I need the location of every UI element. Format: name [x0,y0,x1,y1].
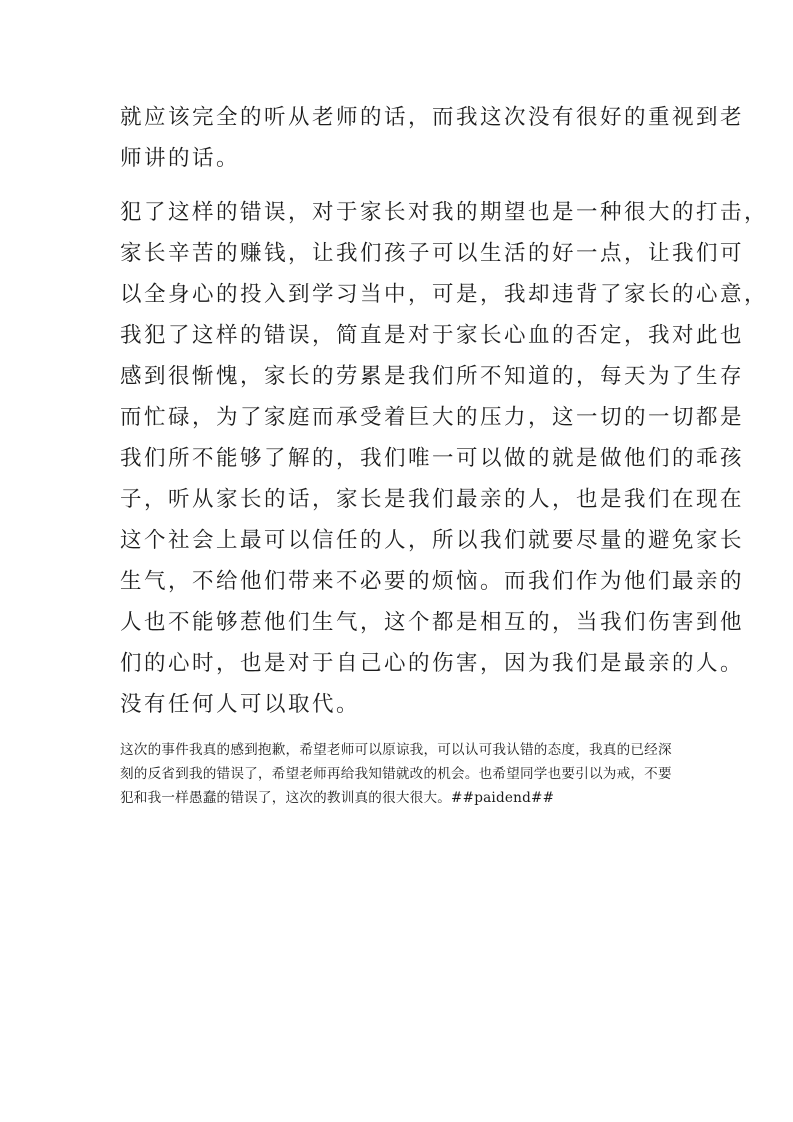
paragraph-2-line-7: 我们所不能够了解的，我们唯一可以做的就是做他们的乖孩 [120,446,745,471]
paragraph-2-line-8: 子，听从家长的话，家长是我们最亲的人，也是我们在现在 [120,487,745,512]
paragraph-3-line-1: 这次的事件我真的感到抱歉，希望老师可以原谅我，可以认可我认错的态度，我真的已经深 [120,742,672,758]
paragraph-1-line-2: 师讲的话。 [120,146,241,171]
paragraph-2-line-12: 们的心时，也是对于自己心的伤害，因为我们是最亲的人。 [120,651,745,676]
paragraph-1-line-1: 就应该完全的听从老师的话，而我这次没有很好的重视到老 [120,105,745,130]
paragraph-2-line-1: 犯了这样的错误，对于家长对我的期望也是一种很大的打击， [120,200,769,225]
paragraph-2-line-13: 没有任何人可以取代。 [120,692,361,717]
paragraph-2-line-6: 而忙碌，为了家庭而承受着巨大的压力，这一切的一切都是 [120,405,745,430]
paragraph-2-line-5: 感到很惭愧，家长的劳累是我们所不知道的，每天为了生存 [120,364,745,389]
paragraph-2-line-9: 这个社会上最可以信任的人，所以我们就要尽量的避免家长 [120,528,745,553]
paragraph-2-line-2: 家长辛苦的赚钱，让我们孩子可以生活的好一点，让我们可 [120,241,745,266]
paragraph-2-line-3: 以全身心的投入到学习当中，可是，我却违背了家长的心意， [120,282,769,307]
paragraph-2-line-10: 生气，不给他们带来不必要的烦恼。而我们作为他们最亲的 [120,569,745,594]
paragraph-3-line-2: 刻的反省到我的错误了，希望老师再给我知错就改的机会。也希望同学也要引以为戒，不要 [120,766,672,782]
paragraph-2-line-4: 我犯了这样的错误，简直是对于家长心血的否定，我对此也 [120,323,745,348]
paragraph-2-line-11: 人也不能够惹他们生气，这个都是相互的，当我们伤害到他 [120,610,745,635]
paragraph-3-line-3: 犯和我一样愚蠢的错误了，这次的教训真的很大很大。##paidend## [120,790,555,806]
